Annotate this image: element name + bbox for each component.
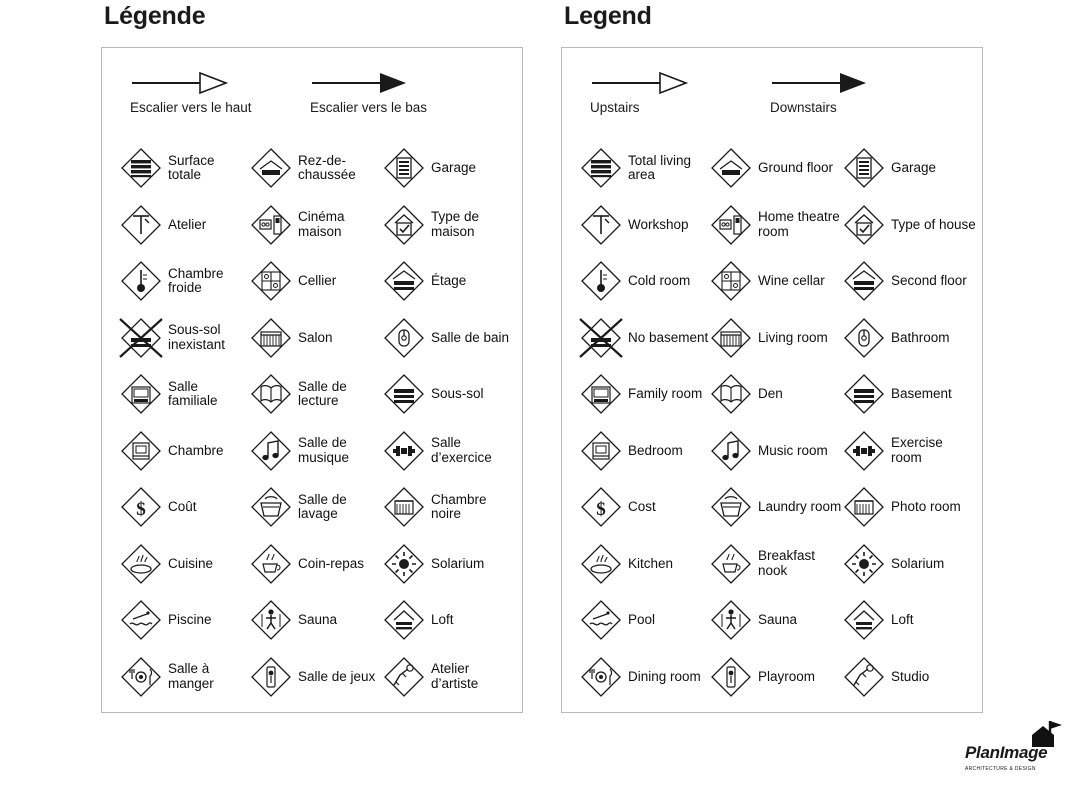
legend-row — [562, 310, 982, 367]
legend-entry — [382, 536, 516, 593]
legend-entry — [842, 253, 976, 310]
legend-entry — [709, 253, 842, 310]
loft-icon — [842, 598, 886, 642]
exercise-room-icon — [842, 429, 886, 473]
legend-entry-label: Atelier — [168, 216, 207, 232]
legend-entry-label: Cold room — [628, 273, 691, 288]
legend-entry-label: Total living area — [628, 152, 692, 183]
legend-entry-label: Cost — [628, 499, 656, 514]
workshop-icon — [579, 203, 623, 247]
kitchen-icon — [119, 542, 163, 586]
legend-entry-label: Salle de bain — [431, 329, 510, 345]
arrow-label: Escalier vers le bas — [310, 100, 428, 115]
legend-entry — [842, 310, 976, 367]
legend-entry — [249, 310, 382, 367]
photo-room-icon — [382, 485, 426, 529]
bedroom-icon — [579, 429, 623, 473]
legend-entry — [249, 479, 382, 536]
legend-row — [562, 536, 982, 593]
legend-entry — [382, 479, 516, 536]
exercise-room-icon — [382, 429, 426, 473]
legend-entry-label: Cuisine — [168, 555, 214, 571]
legend-entry-label: Kitchen — [628, 555, 674, 571]
legend-entry-label: Studio — [891, 668, 930, 684]
playroom-icon — [709, 655, 753, 699]
legend-entry — [579, 479, 709, 536]
legend-entry-label: Rez-de-chaussée — [298, 152, 356, 183]
cold-room-icon — [119, 259, 163, 303]
legend-entry-label: Living room — [758, 329, 828, 345]
legend-entry-label: Salle d’exercice — [431, 435, 492, 465]
legend-entry-label: Coin-repas — [298, 555, 365, 571]
breakfast-nook-icon — [709, 542, 753, 586]
garage-icon — [842, 146, 886, 190]
legend-entry-label: Étage — [431, 273, 467, 288]
legend-row — [562, 197, 982, 254]
second-floor-icon — [842, 259, 886, 303]
legend-entry-label: Surface totale — [168, 152, 215, 183]
legend-row — [102, 310, 522, 367]
legend-entry — [842, 649, 976, 706]
legend-entry — [709, 536, 842, 593]
legend-entry — [119, 536, 249, 593]
wine-cellar-icon — [709, 259, 753, 303]
legend-row — [562, 140, 982, 197]
bathroom-icon — [382, 316, 426, 360]
legend-entry — [709, 649, 842, 706]
legend-entry — [382, 197, 516, 254]
legend-entry — [382, 140, 516, 197]
den-icon — [249, 372, 293, 416]
legend-entry-label: Salle familiale — [168, 378, 218, 409]
legend-entry — [119, 479, 249, 536]
legend-entry — [842, 592, 976, 649]
legend-entry-label: Loft — [431, 612, 454, 627]
legend-entry — [579, 592, 709, 649]
arrow-solid-right-icon — [770, 70, 870, 96]
legend-entry — [249, 592, 382, 649]
arrow-solid-right-icon — [310, 70, 427, 96]
legend-entry — [249, 197, 382, 254]
legend-entry-label: Photo room — [891, 499, 961, 514]
workshop-icon — [119, 203, 163, 247]
ground-floor-icon — [249, 146, 293, 190]
legend-entry-label: Basement — [891, 386, 952, 401]
legend-entry-label: Workshop — [628, 216, 689, 232]
legend-entry-label: Laundry room — [758, 499, 842, 514]
cost-icon — [579, 485, 623, 529]
legend-row — [562, 423, 982, 480]
arrow-label: Escalier vers le haut — [130, 100, 252, 115]
ground-floor-icon — [709, 146, 753, 190]
arrow-outline-right-icon — [590, 70, 690, 96]
basement-icon — [842, 372, 886, 416]
legend-entry-downstairs — [770, 70, 870, 115]
legend-entry-label: Cinéma maison — [298, 209, 345, 239]
page-title-french: Légende — [104, 2, 206, 30]
legend-entry — [579, 197, 709, 254]
kitchen-icon — [579, 542, 623, 586]
legend-entry — [842, 423, 976, 480]
legend-entry — [382, 310, 516, 367]
legend-entry — [249, 253, 382, 310]
legend-entry-label: Salle de jeux — [298, 668, 376, 684]
legend-entry-label: Chambre noire — [431, 491, 487, 522]
legend-entry — [382, 366, 516, 423]
legend-entry — [709, 479, 842, 536]
legend-row — [102, 536, 522, 593]
legend-entry — [249, 423, 382, 480]
arrow-label: Upstairs — [590, 100, 640, 115]
legend-row — [102, 253, 522, 310]
legend-entry-label: Ground floor — [758, 160, 834, 175]
solarium-icon — [842, 542, 886, 586]
legend-entry — [842, 366, 976, 423]
legend-entry-label: Exercise room — [891, 435, 943, 465]
legend-entry — [119, 423, 249, 480]
legend-entry — [119, 649, 249, 706]
legend-entry-label: Music room — [758, 442, 828, 458]
legend-entry — [579, 366, 709, 423]
legend-panel-french — [101, 47, 523, 713]
legend-entry — [249, 140, 382, 197]
legend-entry — [709, 366, 842, 423]
svg-text:$: $ — [136, 499, 146, 521]
wine-cellar-icon — [249, 259, 293, 303]
legend-entry-label: Family room — [628, 386, 703, 401]
legend-row — [562, 479, 982, 536]
legend-row — [562, 592, 982, 649]
legend-entry — [382, 423, 516, 480]
no-basement-icon — [119, 316, 163, 360]
laundry-room-icon — [709, 485, 753, 529]
legend-entry-label: Type of house — [891, 216, 976, 232]
legend-entry — [382, 253, 516, 310]
legend-entry-label: Atelier d’artiste — [431, 661, 479, 691]
legend-entry-label: Type de maison — [431, 209, 480, 239]
sauna-icon — [249, 598, 293, 642]
dining-room-icon — [579, 655, 623, 699]
legend-entry-label: Solarium — [431, 555, 485, 571]
legend-entry — [842, 197, 976, 254]
legend-entry-label: Sauna — [298, 612, 338, 627]
legend-entry-downstairs — [310, 70, 427, 115]
legend-entry — [579, 423, 709, 480]
legend-entry — [709, 592, 842, 649]
second-floor-icon — [382, 259, 426, 303]
legend-entry-upstairs — [590, 70, 690, 115]
legend-entry-label: Salle de musique — [298, 435, 350, 465]
legend-entry — [249, 366, 382, 423]
living-room-icon — [249, 316, 293, 360]
legend-entry — [119, 197, 249, 254]
legend-row — [102, 649, 522, 706]
legend-entry — [579, 310, 709, 367]
legend-entry-label: Second floor — [891, 273, 967, 288]
legend-entry — [119, 366, 249, 423]
studio-icon — [382, 655, 426, 699]
legend-entry-label: Chambre — [168, 442, 224, 458]
legend-entry — [119, 592, 249, 649]
legend-row — [562, 253, 982, 310]
legend-entry-label: Den — [758, 386, 783, 401]
legend-grid-fr — [102, 140, 522, 705]
music-room-icon — [249, 429, 293, 473]
legend-grid-en — [562, 140, 982, 705]
legend-entry-label: Garage — [891, 160, 937, 175]
legend-entry — [249, 649, 382, 706]
cold-room-icon — [579, 259, 623, 303]
legend-entry-label: Bathroom — [891, 329, 950, 345]
brand-logo — [965, 725, 1070, 773]
basement-icon — [382, 372, 426, 416]
legend-row — [102, 479, 522, 536]
legend-entry — [709, 423, 842, 480]
total-living-area-icon — [119, 146, 163, 190]
legend-row — [562, 649, 982, 706]
breakfast-nook-icon — [249, 542, 293, 586]
legend-entry-label: Breakfast nook — [758, 548, 816, 578]
legend-row — [102, 366, 522, 423]
legend-entry-label: Sauna — [758, 612, 798, 627]
pool-icon — [119, 598, 163, 642]
living-room-icon — [709, 316, 753, 360]
legend-entry-label: Loft — [891, 612, 914, 627]
legend-entry-label: Pool — [628, 612, 656, 627]
legend-entry-label: Garage — [431, 160, 477, 175]
legend-panel-english — [561, 47, 983, 713]
legend-entry — [579, 253, 709, 310]
legend-entry-label: Home theatre room — [758, 209, 840, 239]
legend-entry-label: Dining room — [628, 668, 701, 684]
playroom-icon — [249, 655, 293, 699]
legend-entry — [709, 197, 842, 254]
legend-entry — [709, 310, 842, 367]
legend-entry — [579, 140, 709, 197]
garage-icon — [382, 146, 426, 190]
legend-entry — [579, 536, 709, 593]
studio-icon — [842, 655, 886, 699]
legend-entry-label: Sous-sol — [431, 386, 484, 401]
arrow-outline-right-icon — [130, 70, 252, 96]
legend-row — [102, 140, 522, 197]
legend-entry — [709, 140, 842, 197]
svg-text:$: $ — [596, 499, 606, 521]
photo-room-icon — [842, 485, 886, 529]
legend-entry-label: Salle à manger — [168, 661, 214, 691]
type-of-house-icon — [382, 203, 426, 247]
legend-entry-label: Sous-sol inexistant — [168, 322, 226, 352]
home-theatre-icon — [249, 203, 293, 247]
legend-entry-label: Cellier — [298, 273, 337, 288]
family-room-icon — [119, 372, 163, 416]
home-theatre-icon — [709, 203, 753, 247]
page-title-english: Legend — [564, 2, 652, 30]
legend-row — [102, 197, 522, 254]
legend-entry-label: Wine cellar — [758, 273, 825, 288]
legend-entry — [842, 479, 976, 536]
legend-entry — [842, 140, 976, 197]
family-room-icon — [579, 372, 623, 416]
legend-entry-label: Bedroom — [628, 442, 683, 458]
total-living-area-icon — [579, 146, 623, 190]
legend-entry-label: Piscine — [168, 612, 212, 627]
legend-entry — [119, 253, 249, 310]
brand-name: PlanImage — [965, 743, 1048, 762]
legend-row — [102, 592, 522, 649]
brand-tagline: ARCHITECTURE & DESIGN — [965, 766, 1036, 772]
legend-entry-upstairs — [130, 70, 252, 115]
pool-icon — [579, 598, 623, 642]
bedroom-icon — [119, 429, 163, 473]
stair-arrows-fr — [102, 70, 522, 142]
music-room-icon — [709, 429, 753, 473]
legend-entry-label: Solarium — [891, 555, 945, 571]
solarium-icon — [382, 542, 426, 586]
legend-entry-label: Salle de lecture — [298, 378, 347, 409]
laundry-room-icon — [249, 485, 293, 529]
dining-room-icon — [119, 655, 163, 699]
cost-icon — [119, 485, 163, 529]
legend-entry — [249, 536, 382, 593]
no-basement-icon — [579, 316, 623, 360]
legend-entry — [382, 592, 516, 649]
legend-entry-label: Chambre froide — [168, 265, 224, 296]
legend-entry — [382, 649, 516, 706]
legend-entry-label: Salle de lavage — [298, 491, 347, 522]
den-icon — [709, 372, 753, 416]
sauna-icon — [709, 598, 753, 642]
legend-entry-label: No basement — [628, 329, 709, 345]
loft-icon — [382, 598, 426, 642]
legend-entry — [119, 310, 249, 367]
legend-entry-label: Playroom — [758, 668, 816, 684]
bathroom-icon — [842, 316, 886, 360]
arrow-label: Downstairs — [770, 100, 837, 115]
stair-arrows-en — [562, 70, 982, 142]
legend-entry-label: Coût — [168, 499, 197, 514]
legend-entry — [119, 140, 249, 197]
legend-entry-label: Salon — [298, 329, 333, 345]
legend-row — [102, 423, 522, 480]
legend-entry — [842, 536, 976, 593]
type-of-house-icon — [842, 203, 886, 247]
legend-entry — [579, 649, 709, 706]
legend-row — [562, 366, 982, 423]
